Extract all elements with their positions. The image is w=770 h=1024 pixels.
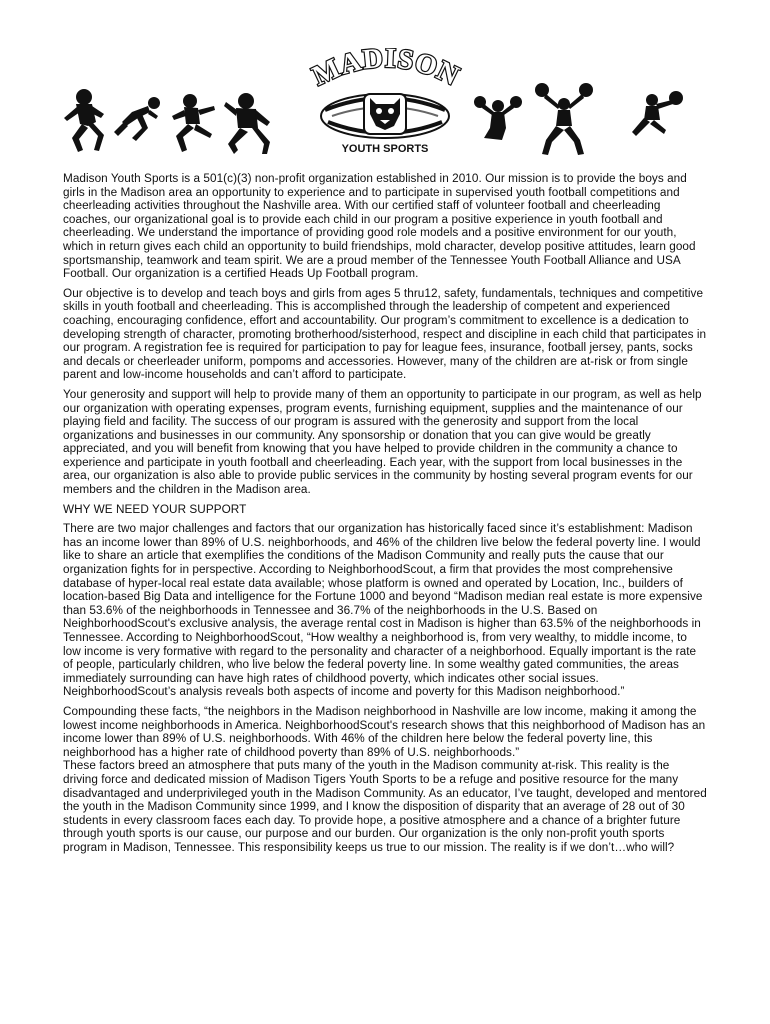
letterhead (0, 0, 770, 170)
challenges-paragraph: There are two major challenges and factors that our organization has historically faced since it’s establishment: Madison has an income lower than 89% of U.S. neighborhoods, and 46% of the children live below the federal poverty line. I would like to share an article that exemplifies the conditions of the Madison Community and really puts the cause that our organization fights for in perspective. According to NeighborhoodScout, a firm that provides the most comprehensive database of hyper-local real estate data available; whose platform is owned and operated by Location, Inc., builders of location-based Big Data and intelligence for the Fortune 1000 and beyond “Madison median real estate is more expensive than 53.6% of the neighborhoods in Tennessee and 36.7% of the neighborhoods in the U.S. Based on NeighborhoodScout's exclusive analysis, the average rental cost in Madison is higher than 63.5% of the neighborhoods in Tennessee. According to NeighborhoodScout, “How wealthy a neighborhood is, from very wealthy, to middle income, to low income is very formative with regard to the personality and character of a neighborhood. Equally important is the rate of people, particularly children, who live below the federal poverty line. In some wealthy gated communities, the areas immediately surrounding can have high rates of childhood poverty, which indicates other social issues. NeighborhoodScout’s analysis reveals both aspects of income and poverty for this Madison neighborhood.” (63, 522, 703, 699)
closing-paragraph: These factors breed an atmosphere that puts many of the youth in the Madison community at-risk. This reality is the driving force and dedicated mission of Madison Tigers Youth Sports to be a refuge and positive resource for the many disadvantaged and underprivileged youth in the Madison Community. As an educator, I’ve taught, developed and mentored the youth in the Madison Community since 1999, and I know the disposition of disparity that an average of 28 out of 30 students in every classroom faces each day. To provide hope, a positive atmosphere and a chance of a brighter future through youth sports is our cause, our purpose and our burden. Our organization is the only non-profit youth sports program in Madison, Tennessee. This responsibility keeps us true to our mission. The reality is if we don’t…who will? (63, 759, 707, 854)
tiger-head-icon (364, 94, 406, 134)
letter-body (63, 172, 707, 861)
objective-paragraph: Our objective is to develop and teach boys and girls from ages 5 thru12, safety, fundamentals, techniques and competitive skills in youth football and cheerleading. This is accomplished through the leadership of competent and experienced coaching, encouraging confidence, effort and accountability. Our program’s commitment to excellence is a dedication to developing strength of character, promoting brotherhood/sisterhood, respect and discipline in each child that participates in our program. A registration fee is required for participation to pay for league fees, insurance, football jersey, pants, socks and decals or cheerleader uniform, pompoms and accessories. However, many of the children are at-risk or from single parent and low-income households and can’t afford to participate. (63, 286, 707, 382)
cheerleader-kneeling-icon (472, 96, 524, 142)
compounding-paragraph: Compounding these facts, “the neighbors in the Madison neighborhood in Nashville are low income, making it among the lowest income neighborhoods in America. NeighborhoodScout's research shows that this neighborhood of Madison has an income lower than 89% of U.S. neighborhoods. With 46% of the children here below the federal poverty line, this neighborhood has a higher rate of childhood poverty than 89% of U.S. neighborhoods.” (63, 704, 706, 759)
generosity-paragraph: Your generosity and support will help to provide many of them an opportunity to participate in our program, as well as help our organization with operating expenses, program events, furnishing equipment, supplies and the maintenance of our playing field and facility. The success of our program is assured with the generosity and support from the local organizations and businesses in our community. Any sponsorship or donation that you can give would be greatly appreciated, and you will benefit from knowing that you have helped to provide children in the community a chance to experience and participate in youth football and cheerleading. Each year, with the support from local businesses in the area, our organization is also able to provide public services in the community by hosting several program events for our members and the children in the Madison area. (63, 387, 702, 497)
svg-text:MADISON: MADISON (307, 48, 465, 93)
football-diver-icon (112, 92, 162, 142)
football-kicker-icon (168, 92, 218, 154)
football-lineman-icon (222, 92, 274, 156)
section-heading: WHY WE NEED YOUR SUPPORT (63, 502, 247, 516)
svg-text:YOUTH SPORTS: YOUTH SPORTS (341, 143, 429, 155)
madison-logo (300, 48, 470, 158)
cheerleader-jumping-icon (534, 82, 594, 158)
intro-paragraph: Madison Youth Sports is a 501(c)(3) non-profit organization established in 2010. Our mission is to provide the boys and girls in the Madison area an opportunity to experience and to participate in supervised youth football competitions and cheerleading activities throughout the Nashville area. With our certified staff of volunteer football and cheerleading coaches, our organizational goal is to provide each child in our program a positive experience in youth football and cheerleading. We understand the importance of providing good role models and a positive environment for our youth, which in return gives each child an opportunity to build friendships, mold character, develop positive attitudes, learn good sportsmanship, teamwork and team spirit. We are a proud member of the Tennessee Youth Football Alliance and USA Football. Our organization is a certified Heads Up Football program. (63, 172, 696, 281)
cheerleader-kick-icon (630, 90, 684, 138)
football-runner-icon (58, 88, 110, 154)
